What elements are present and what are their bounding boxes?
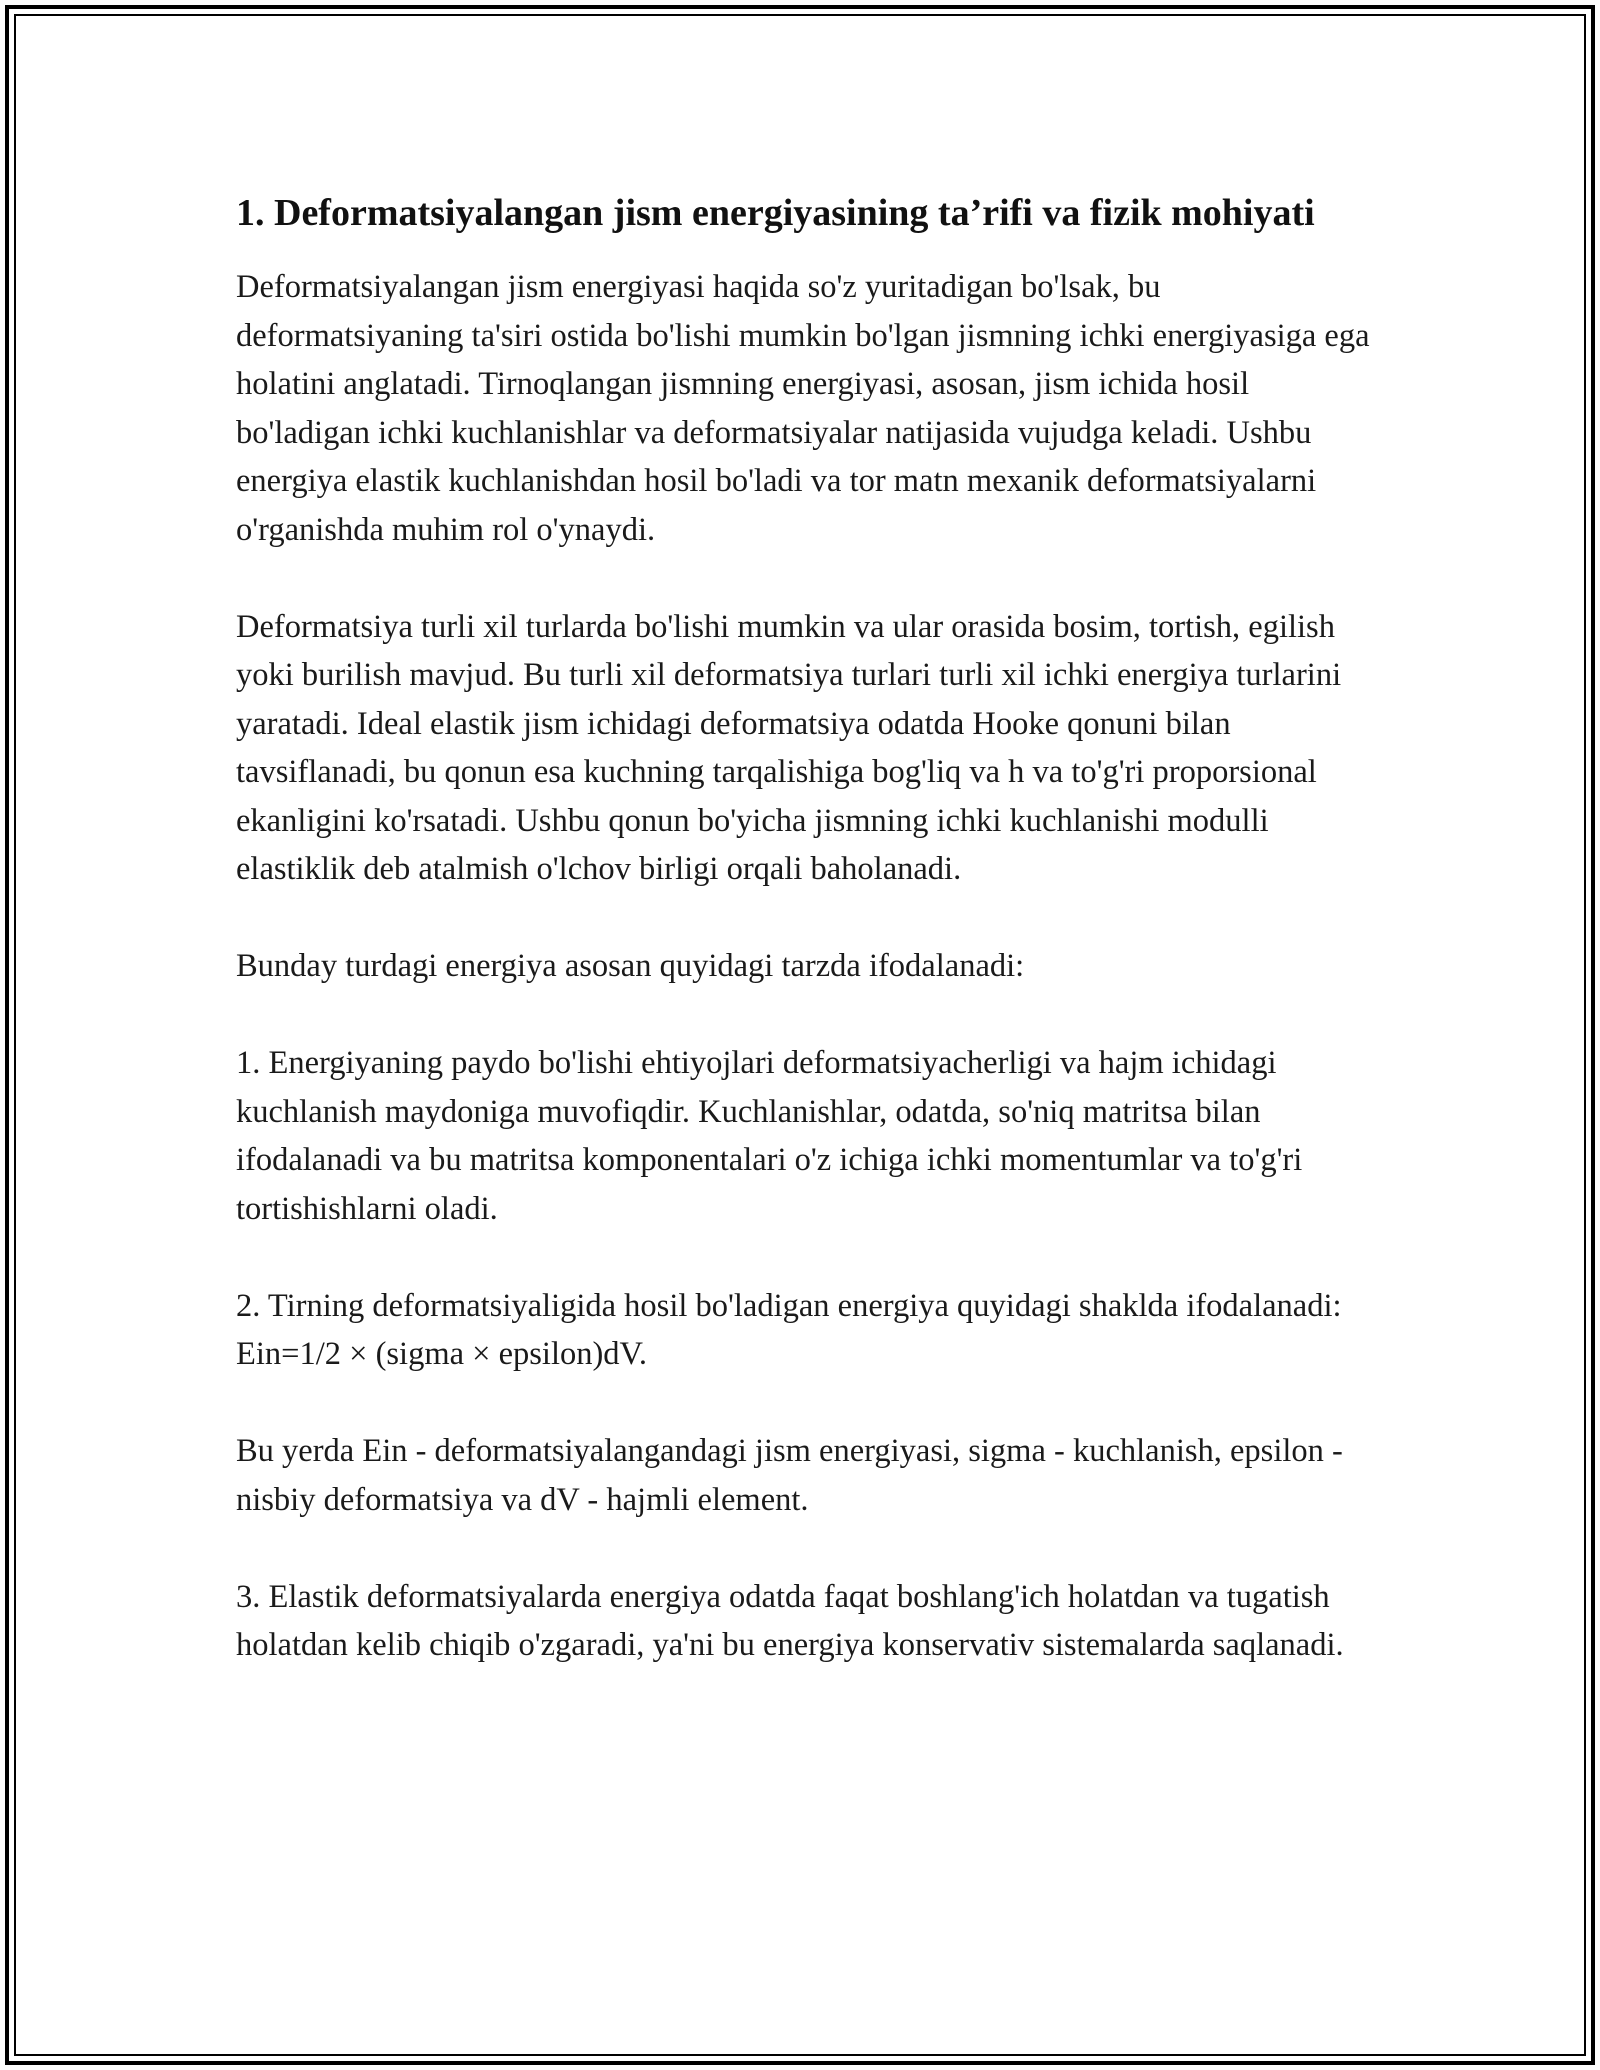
document-body: [236, 186, 1376, 1670]
paragraph-intro: Deformatsiyalangan jism energiyasi haqida so'z yuritadigan bo'lsak, bu deformatsiyaning ta'siri ostida bo'lishi mumkin bo'lgan jismning ichki energiyasiga ega holatini anglatadi. Tirnoqlangan jismning energiyasi, asosan, jism ichida hosil bo'ladigan ichki kuchlanishlar va deformatsiyalar natijasida vujudga keladi. Ushbu energiya elastik kuchlanishdan hosil bo'ladi va tor matn mexanik deformatsiyalarni o'rganishda muhim rol o'ynaydi.: [236, 269, 1370, 548]
list-item-1: 1. Energiyaning paydo bo'lishi ehtiyojlari deformatsiyacherligi va hajm ichidagi kuchlanish maydoniga muvofiqdir. Kuchlanishlar, odatda, so'niq matritsa bilan ifodalanadi va bu matritsa komponentalari o'z ichiga ichki momentumlar va to'g'ri tortishishlarni oladi.: [236, 1045, 1303, 1227]
list-item-3: 3. Elastik deformatsiyalarda energiya odatda faqat boshlang'ich holatdan va tugatish holatdan kelib chiqib o'zgaradi, ya'ni bu energiya konservativ sistemalarda saqlanadi.: [236, 1578, 1344, 1663]
paragraph-expression-lead: Bunday turdagi energiya asosan quyidagi tarzda ifodalanadi:: [236, 948, 1025, 984]
list-item-2: 2. Tirning deformatsiyaligida hosil bo'ladigan energiya quyidagi shaklda ifodalanadi: Ein=1/2 × (sigma × epsilon)dV.: [236, 1287, 1342, 1372]
section-heading: 1. Deformatsiyalangan jism energiyasining ta’rifi va fizik mohiyati: [236, 192, 1315, 234]
paragraph-deformation-types: Deformatsiya turli xil turlarda bo'lishi mumkin va ular orasida bosim, tortish, egilish yoki burilish mavjud. Bu turli xil deformatsiya turlari turli xil ichki energiya turlarini yaratadi. Ideal elastik jism ichidagi deformatsiya odatda Hooke qonuni bilan tavsiflanadi, bu qonun esa kuchning tarqalishiga bog'liq va h va to'g'ri proporsional ekanligini ko'rsatadi. Ushbu qonun bo'yicha jismning ichki kuchlanishi modulli elastiklik deb atalmish o'lchov birligi orqali baholanadi.: [236, 608, 1342, 887]
paragraph-formula-legend: Bu yerda Ein - deformatsiyalangandagi jism energiyasi, sigma - kuchlanish, epsilon - nisbiy deformatsiya va dV - hajmli element.: [236, 1433, 1343, 1518]
